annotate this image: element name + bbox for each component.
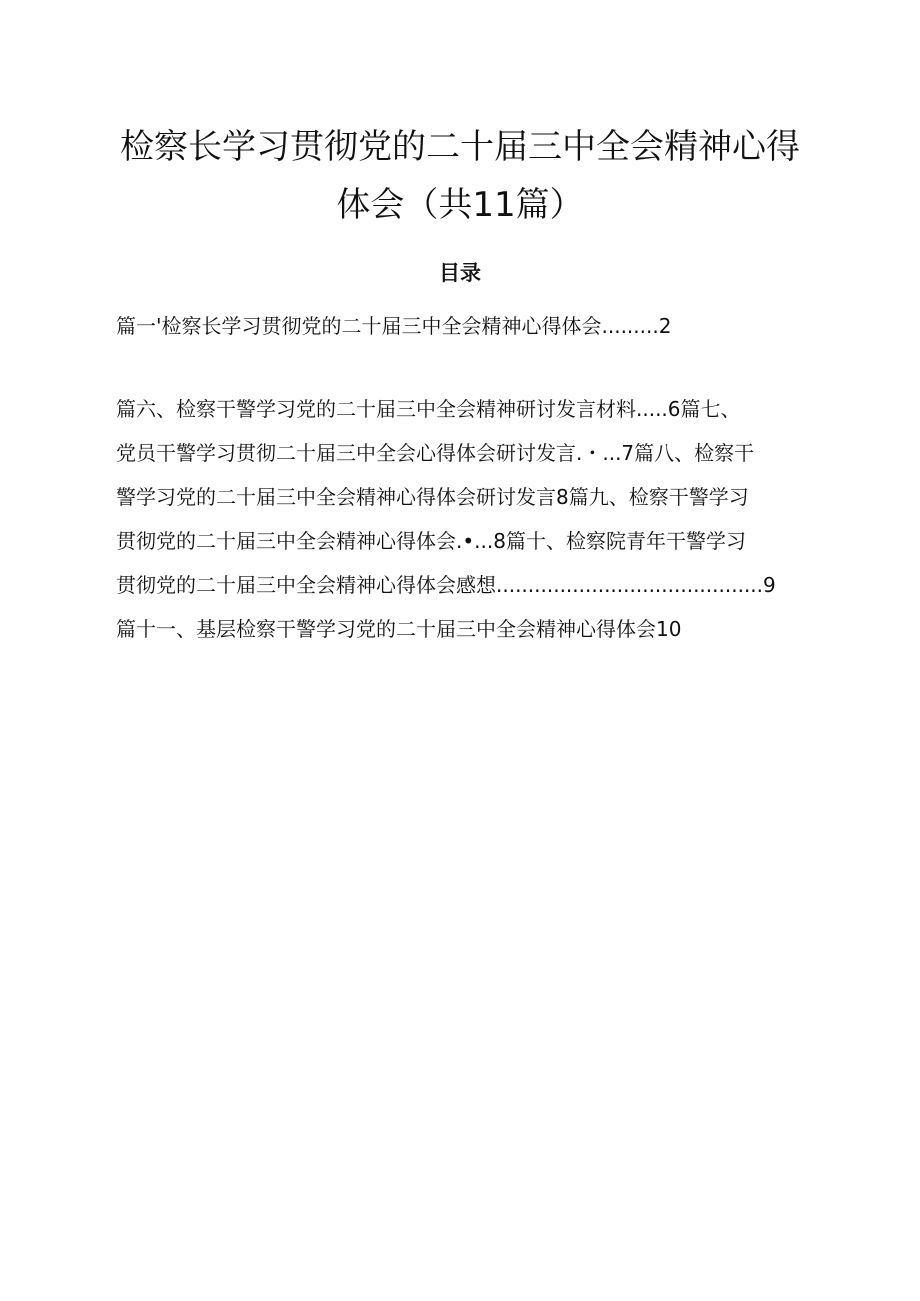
toc-entry-1: 篇一'检察长学习贯彻党的二十届三中全会精神心得体会.........2 (116, 314, 672, 338)
document-title-line-2: 体会（共11篇） (336, 185, 584, 225)
toc-line: 贯彻党的二十届三中全会精神心得体会感想..........................................9 (116, 573, 776, 597)
document-title-line-1: 检察长学习贯彻党的二十届三中全会精神心得 (120, 127, 800, 167)
toc-heading: 目录 (439, 261, 481, 285)
toc-entries-block (116, 392, 836, 656)
toc-line: 篇六、检察干警学习党的二十届三中全会精神研讨发言材料.....6篇七、 (116, 397, 741, 421)
toc-line: 贯彻党的二十届三中全会精神心得体会.•...8篇十、检察院青年干警学习 (116, 529, 746, 553)
toc-line: 党员干警学习贯彻二十届三中全会心得体会研讨发言.・...7篇八、检察干 (116, 441, 755, 465)
toc-line: 篇十一、基层检察干警学习党的二十届三中全会精神心得体会10 (116, 617, 682, 641)
toc-line: 警学习党的二十届三中全会精神心得体会研讨发言8篇九、检察干警学习 (116, 485, 749, 509)
document-title (110, 118, 810, 234)
